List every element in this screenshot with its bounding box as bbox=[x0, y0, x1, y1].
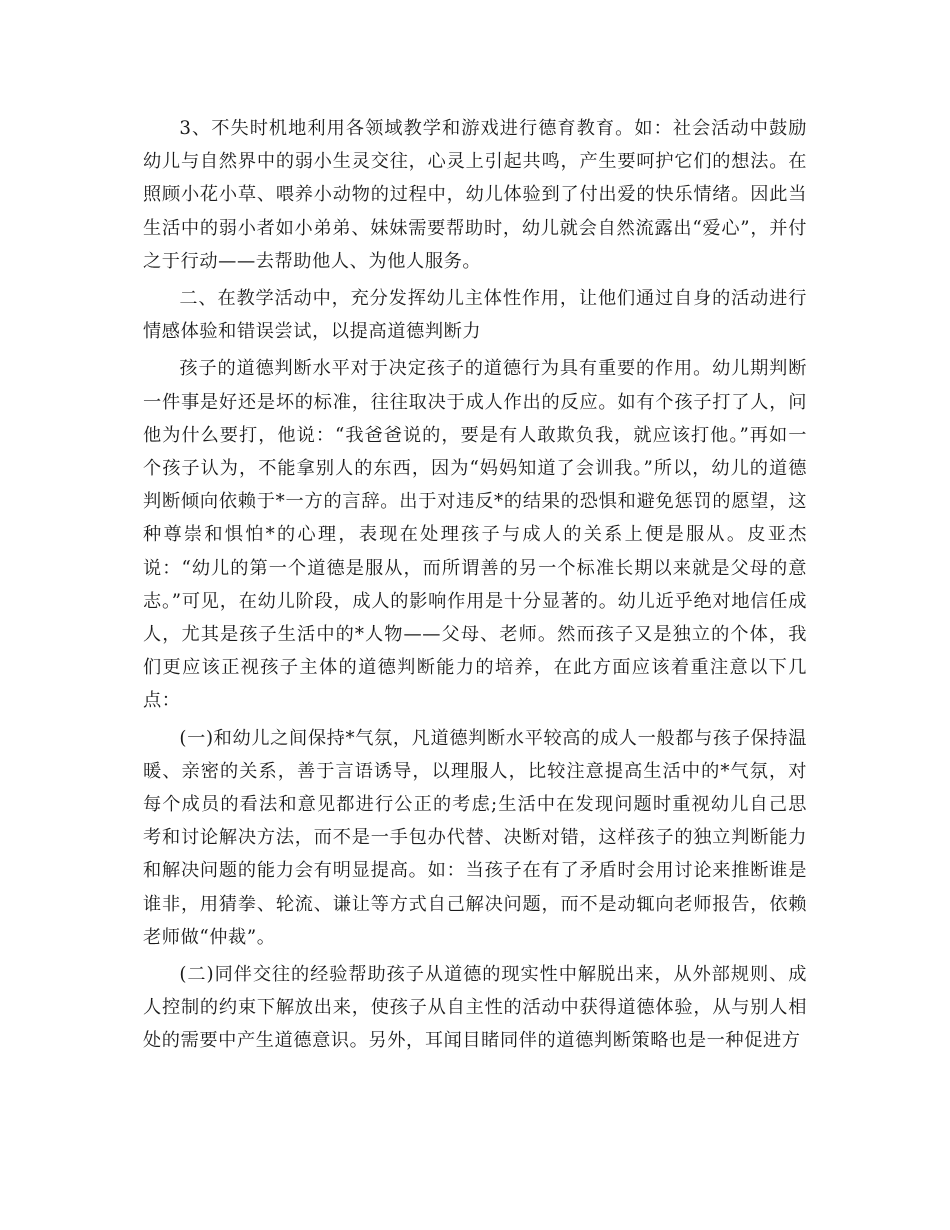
paragraph-point-one: (一)和幼儿之间保持*气氛，凡道德判断水平较高的成人一般都与孩子保持温暖、亲密的关系，善于言语诱导，以理服人，比较注意提高生活中的*气氛，对每个成员的看法和意见都进行公正的考虑;生活中在发现问题时重视幼儿自己思考和讨论解决方法，而不是一手包办代替、决断对错，这样孩子的独立判断能力和解决问题的能力会有明显提高。如：当孩子在有了矛盾时会用讨论来推断谁是谁非，用猜拳、轮流、谦让等方式自己解决问题，而不是动辄向老师报告，依赖老师做“仲裁”。 bbox=[143, 727, 807, 948]
section-heading-two: 二、在教学活动中，充分发挥幼儿主体性作用，让他们通过自身的活动进行情感体验和错误尝试，以提高道德判断力 bbox=[143, 288, 807, 343]
paragraph-moral-education-methods: 3、不失时机地利用各领域教学和游戏进行德育教育。如：社会活动中鼓励幼儿与自然界中的弱小生灵交往，心灵上引起共鸣，产生要呵护它们的想法。在照顾小花小草、喂养小动物的过程中，幼儿体验到了付出爱的快乐情绪。因此当生活中的弱小者如小弟弟、妹妹需要帮助时，幼儿就会自然流露出“爱心”，并付之于行动——去帮助他人、为他人服务。 bbox=[143, 118, 807, 272]
document-body bbox=[143, 112, 807, 1062]
paragraph-moral-judgment: 孩子的道德判断水平对于决定孩子的道德行为具有重要的作用。幼儿期判断一件事是好还是坏的标准，往往取决于成人作出的反应。如有个孩子打了人，问他为什么要打，他说：“我爸爸说的，要是有人敢欺负我，就应该打他。”再如一个孩子认为，不能拿别人的东西，因为“妈妈知道了会训我。”所以，幼儿的道德判断倾向依赖于*一方的言辞。出于对违反*的结果的恐惧和避免惩罚的愿望，这种尊崇和惧怕*的心理，表现在处理孩子与成人的关系上便是服从。皮亚杰说：“幼儿的第一个道德是服从，而所谓善的另一个标准长期以来就是父母的意志。”可见，在幼儿阶段，成人的影响作用是十分显著的。幼儿近乎绝对地信任成人，尤其是孩子生活中的*人物——父母、老师。然而孩子又是独立的个体，我们更应该正视孩子主体的道德判断能力的培养，在此方面应该着重注意以下几点： bbox=[143, 358, 807, 712]
paragraph-point-two: (二)同伴交往的经验帮助孩子从道德的现实性中解脱出来，从外部规则、成人控制的约束下解放出来，使孩子从自主性的活动中获得道德体验，从与别人相处的需要中产生道德意识。另外，耳闻目睹同伴的道德判断策略也是一种促进方 bbox=[143, 964, 807, 1052]
